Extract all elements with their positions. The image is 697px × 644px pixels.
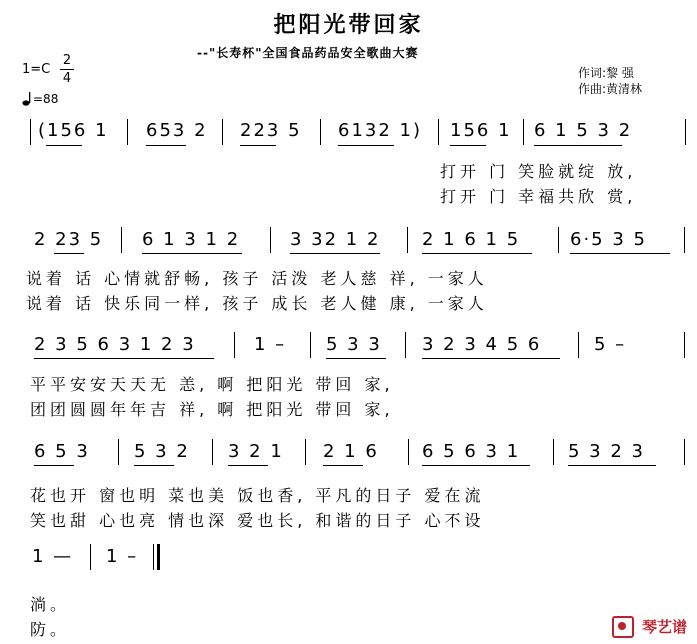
bar-line xyxy=(684,227,685,253)
beam xyxy=(338,145,394,146)
time-signature-line xyxy=(60,69,74,70)
lyric-verse-2: 防。 xyxy=(30,620,71,639)
measure-18: 5 3 2 xyxy=(134,441,190,462)
composer-credit: 作曲:黄清林 xyxy=(578,82,643,96)
measure-23: 1 — xyxy=(32,546,74,567)
bar-line xyxy=(305,439,306,465)
bar-line xyxy=(558,227,559,253)
lyric-verse-2: 笑也甜 心也亮 情也深 爱也长, 和谐的日子 心不设 xyxy=(30,511,485,530)
bar-line xyxy=(121,227,122,253)
beam xyxy=(228,465,268,466)
measure-15: 3 2 3 4 5 6 xyxy=(422,334,542,355)
beam xyxy=(290,253,380,254)
measure-12: 2 3 5 6 3 1 2 3 xyxy=(34,334,196,355)
beam xyxy=(450,145,486,146)
measure-20: 2 1 6 xyxy=(323,441,379,462)
measure-11: 6·5 3 5 xyxy=(570,229,647,250)
measure-1: (156 1 xyxy=(38,120,109,141)
measure-3: 223 5 xyxy=(240,120,302,141)
lyric-verse-1: 平平安安天天无 恙, 啊 把阳光 带回 家, xyxy=(30,375,394,394)
site-logo xyxy=(612,616,687,639)
measure-10: 2 1 6 1 5 xyxy=(422,229,521,250)
lyricist-credit: 作词:黎 强 xyxy=(578,66,634,80)
bar-line xyxy=(407,227,408,253)
measure-19: 3 2 1 xyxy=(228,441,284,462)
bar-line xyxy=(320,119,321,145)
lyric-verse-2: 打开 门 幸福共欣 赏, xyxy=(440,187,637,206)
measure-14: 5 3 3 xyxy=(326,334,382,355)
logo-icon xyxy=(612,616,634,638)
measure-7: 2 23 5 xyxy=(34,229,104,250)
beam xyxy=(54,253,84,254)
bar-line xyxy=(222,119,223,145)
song-subtitle: --"长寿杯"全国食品药品安全歌曲大赛 xyxy=(197,46,419,60)
lyric-verse-1: 打开 门 笑脸就绽 放, xyxy=(440,162,637,181)
measure-22: 5 3 2 3 xyxy=(568,441,645,462)
final-bar-line-thick xyxy=(157,544,160,570)
beam xyxy=(323,465,363,466)
bar-line xyxy=(408,439,409,465)
logo-text: 琴艺谱 xyxy=(641,617,687,636)
beam xyxy=(46,145,82,146)
bar-line xyxy=(438,119,439,145)
beam xyxy=(240,145,276,146)
bar-line xyxy=(270,227,271,253)
beam xyxy=(568,465,656,466)
tempo-marking: =88 xyxy=(33,92,59,106)
measure-8: 6 1 3 1 2 xyxy=(142,229,241,250)
lyric-verse-2: 团团圆圆年年吉 祥, 啊 把阳光 带回 家, xyxy=(30,400,394,419)
beam xyxy=(34,465,74,466)
beam xyxy=(422,253,532,254)
time-signature-bottom: 4 xyxy=(62,71,72,86)
final-bar-line xyxy=(153,544,154,570)
key-signature: 1=C xyxy=(22,62,51,77)
measure-16: 5 – xyxy=(594,334,627,355)
bar-line xyxy=(90,544,91,570)
lyric-verse-1: 淌。 xyxy=(30,595,71,614)
beam xyxy=(134,465,174,466)
lyric-verse-1: 花也开 窗也明 菜也美 饭也香, 平凡的日子 爱在流 xyxy=(30,486,485,505)
bar-line xyxy=(234,332,235,358)
bar-line xyxy=(30,119,31,145)
bar-line xyxy=(523,119,524,145)
beam xyxy=(534,145,622,146)
measure-9: 3 32 1 2 xyxy=(290,229,381,250)
bar-line xyxy=(685,119,686,145)
beam xyxy=(422,358,560,359)
bar-line xyxy=(212,439,213,465)
lyric-verse-1: 说着 话 心情就舒畅, 孩子 活泼 老人慈 祥, 一家人 xyxy=(26,269,488,288)
bar-line xyxy=(684,439,685,465)
measure-13: 1 – xyxy=(254,334,287,355)
beam xyxy=(146,145,186,146)
time-signature-top: 2 xyxy=(62,53,72,68)
bar-line xyxy=(405,332,406,358)
bar-line xyxy=(553,439,554,465)
quarter-note-icon xyxy=(22,92,32,106)
beam xyxy=(570,253,670,254)
lyric-verse-2: 说着 话 快乐同一样, 孩子 成长 老人健 康, 一家人 xyxy=(26,294,488,313)
bar-line xyxy=(127,119,128,145)
beam xyxy=(34,358,214,359)
bar-line xyxy=(578,332,579,358)
measure-24: 1 – xyxy=(106,546,139,567)
measure-17: 6 5 3 xyxy=(34,441,90,462)
measure-4: 6132 1) xyxy=(338,120,423,141)
bar-line xyxy=(684,332,685,358)
measure-6: 6 1 5 3 2 xyxy=(534,120,633,141)
bar-line xyxy=(310,332,311,358)
beam xyxy=(422,465,530,466)
measure-2: 653 2 xyxy=(146,120,208,141)
bar-line xyxy=(118,439,119,465)
measure-5: 156 1 xyxy=(450,120,512,141)
beam xyxy=(142,253,242,254)
beam xyxy=(326,358,386,359)
measure-21: 6 5 6 3 1 xyxy=(422,441,521,462)
song-title: 把阳光带回家 xyxy=(273,13,424,38)
